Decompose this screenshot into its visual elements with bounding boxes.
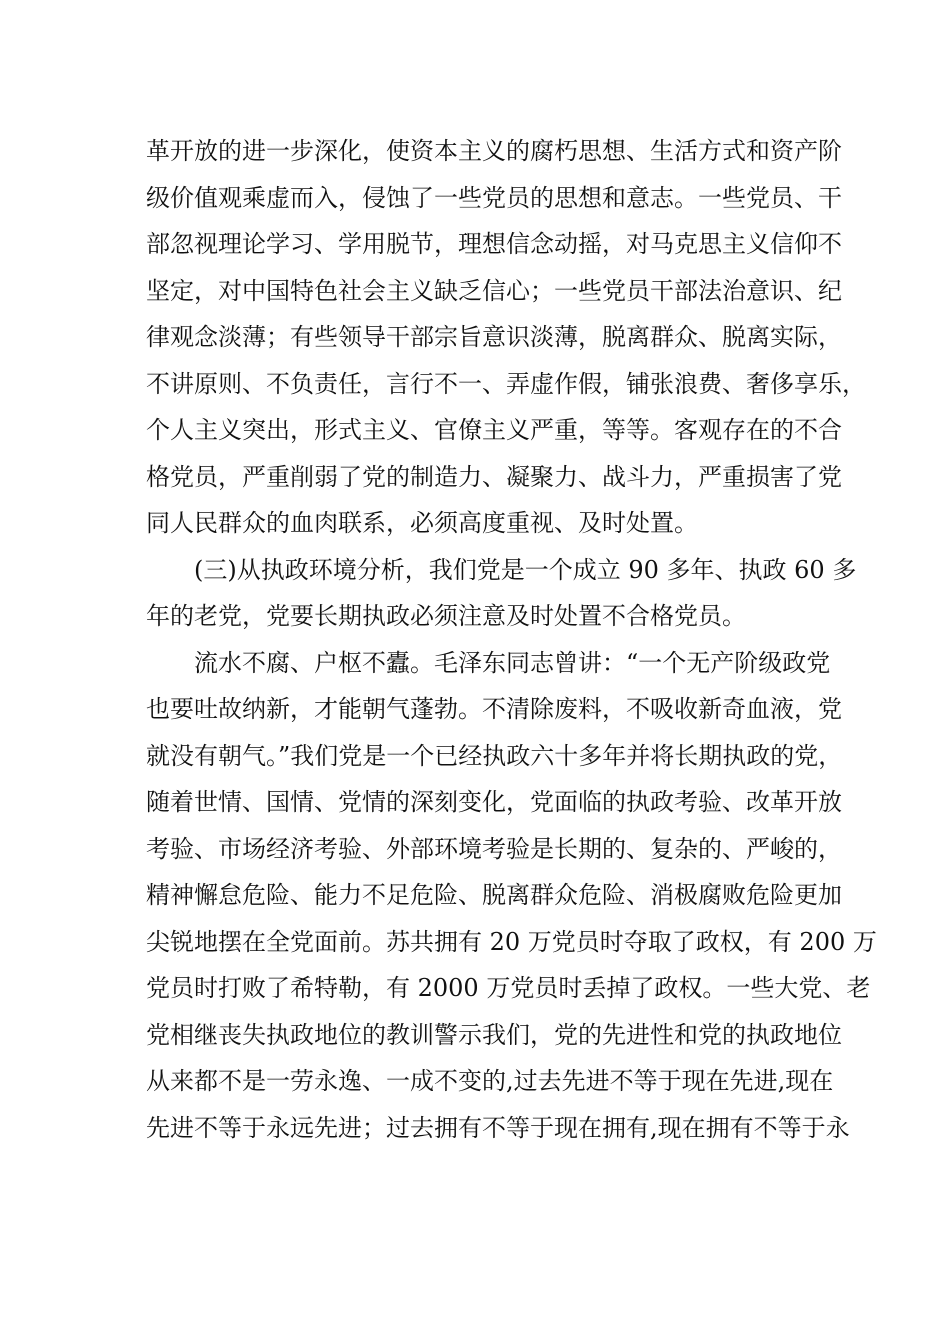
text-line: 尖锐地摆在全党面前。苏共拥有 20 万党员时夺取了政权，有 200 万 <box>146 927 877 956</box>
text-line: 坚定，对中国特色社会主义缺乏信心；一些党员干部法治意识、纪 <box>146 276 842 305</box>
text-line: 随着世情、国情、党情的深刻变化，党面临的执政考验、改革开放 <box>146 788 842 816</box>
body-text <box>146 128 877 1151</box>
paragraph-start-line: 流水不腐、户枢不蠹。毛泽东同志曾讲：“一个无产阶级政党 <box>194 648 831 677</box>
text-line: 考验、市场经济考验、外部环境考验是长期的、复杂的、严峻的， <box>146 834 842 863</box>
text-line: 不讲原则、不负责任，言行不一、弄虚作假，铺张浪费、奢侈享乐， <box>146 369 866 398</box>
text-line: 级价值观乘虚而入，侵蚀了一些党员的思想和意志。一些党员、干 <box>146 183 842 212</box>
text-line: 格党员，严重削弱了党的制造力、凝聚力、战斗力，严重损害了党 <box>146 462 842 491</box>
text-line: 也要吐故纳新，才能朝气蓬勃。不清除废料，不吸收新奇血液，党 <box>146 695 842 723</box>
text-line: 部忽视理论学习、学用脱节，理想信念动摇，对马克思主义信仰不 <box>146 230 842 258</box>
section-heading-line: 年的老党，党要长期执政必须注意及时处置不合格党员。 <box>146 602 746 630</box>
text-line: 先进不等于永远先进；过去拥有不等于现在拥有,现在拥有不等于永 <box>146 1113 850 1142</box>
text-line: 就没有朝气。”我们党是一个已经执政六十多年并将长期执政的党， <box>146 741 843 770</box>
text-line: 从来都不是一劳永逸、一成不变的,过去先进不等于现在先进,现在 <box>146 1067 834 1095</box>
text-line: 党相继丧失执政地位的教训警示我们，党的先进性和党的执政地位 <box>146 1020 842 1049</box>
text-line: 同人民群众的血肉联系，必须高度重视、及时处置。 <box>146 509 698 537</box>
text-line: 精神懈怠危险、能力不足危险、脱离群众危险、消极腐败危险更加 <box>146 881 842 909</box>
text-line: 律观念淡薄；有些领导干部宗旨意识淡薄，脱离群众、脱离实际， <box>146 323 842 351</box>
text-line: 党员时打败了希特勒，有 2000 万党员时丢掉了政权。一些大党、老 <box>146 974 871 1002</box>
text-line: 革开放的进一步深化，使资本主义的腐朽思想、生活方式和资产阶 <box>146 137 842 165</box>
text-line: 个人主义突出，形式主义、官僚主义严重，等等。客观存在的不合 <box>146 416 842 444</box>
section-heading-line: (三)从执政环境分析，我们党是一个成立 90 多年、执政 60 多 <box>194 555 857 584</box>
